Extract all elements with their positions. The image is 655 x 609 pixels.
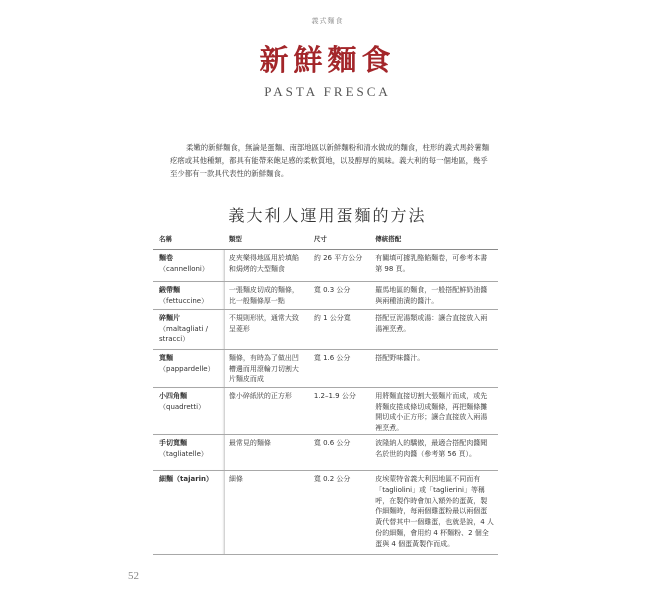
cell-type: 像小碎紙狀的正方形 [225, 387, 310, 434]
cell-name [153, 434, 225, 470]
cell-pairing: 搭配豆泥湯類或湯：讓合直接放入兩湯裡烹煮。 [371, 309, 498, 349]
cell-name [153, 349, 225, 387]
pasta-name-it: （pappardelle） [159, 364, 215, 373]
cell-size: 寬 1.6 公分 [310, 349, 371, 387]
cell-type: 細條 [225, 470, 310, 554]
page-number: 52 [128, 570, 139, 582]
cell-type: 不規則形狀，通常大致呈菱形 [225, 309, 310, 349]
cell-pairing: 有關填可據乳酪餡麵卷，可參考本書第 98 頁。 [371, 249, 498, 281]
cell-size: 1.2–1.9 公分 [310, 387, 371, 434]
table-row [153, 309, 498, 349]
cell-pairing: 皮埃蒙特省義大利因地區不同而有「tagliolini」或「taglierini」等稱呼，在製作時會加入額外的蛋黃，製作細麵時，每兩個雞蛋粉最以兩個蛋黃代替其中一個雞蛋，也就是說，4 人份的細麵，會用約 4 杯麵粉、2 個全蛋與 4 個蛋黃製作而成。 [371, 470, 498, 554]
cell-type: 一張麵皮切成的麵條，比一般麵條厚一點 [225, 281, 310, 309]
cell-size: 寬 0.6 公分 [310, 434, 371, 470]
pasta-methods-table [153, 231, 498, 555]
pasta-name-zh: 小四角麵 [159, 391, 187, 400]
intro-paragraph [170, 141, 490, 180]
section-title: 義大利人運用蛋麵的方法 [228, 206, 427, 225]
pasta-name-it: （tagliatelle） [159, 449, 208, 458]
table-row [153, 434, 498, 470]
cell-type: 皮夾樂得地區用於填餡和焗烤的大型麵食 [225, 249, 310, 281]
cell-name [153, 281, 225, 309]
running-header: 義式麵食 [311, 17, 344, 25]
cell-size: 寬 0.3 公分 [310, 281, 371, 309]
cell-name [153, 309, 225, 349]
pasta-name-zh: 麵卷 [159, 253, 173, 262]
header-type: 類型 [225, 231, 310, 249]
cell-size: 約 1 公分寬 [310, 309, 371, 349]
table-row [153, 349, 498, 387]
intro-text: 柔嫩的新鮮麵食，無論是蛋麵、南部地區以新鮮麵粉和清水做成的麵食，柱形的義式馬鈴薯麵疙瘩或其他種類，都具有能帶來飽足感的柔軟質地，以及醇厚的風味。義大利的每一個地區，幾乎至少都有一款具代表性的新鮮麵食。 [170, 143, 490, 178]
cell-size: 寬 0.2 公分 [310, 470, 371, 554]
header-size: 尺寸 [310, 231, 371, 249]
pasta-name-zh: 細麵（tajarin） [159, 474, 214, 483]
pasta-name-zh: 寬麵 [159, 353, 173, 362]
pasta-name-zh: 手切寬麵 [159, 438, 187, 447]
pasta-name-zh: 緞帶麵 [159, 285, 180, 294]
pasta-name-it: （quadretti） [159, 402, 206, 411]
pasta-name-it: （cannelloni） [159, 264, 209, 273]
table-row [153, 387, 498, 434]
cell-name [153, 249, 225, 281]
page-title: 新鮮麵食 [259, 43, 396, 77]
pasta-name-it: （maltagliati / stracci） [159, 324, 208, 344]
cell-name [153, 470, 225, 554]
table-row [153, 470, 498, 554]
table-row [153, 281, 498, 309]
cell-type: 最常見的麵條 [225, 434, 310, 470]
cell-pairing: 羅馬地區的麵食，一般搭配鮮奶油醬與兩種油漬的醬汁。 [371, 281, 498, 309]
pasta-name-zh: 碎麵片 [159, 313, 180, 322]
cell-name [153, 387, 225, 434]
cell-size: 約 26 平方公分 [310, 249, 371, 281]
pasta-name-it: （fettuccine） [159, 296, 209, 305]
cell-pairing: 波隆納人的驕傲，最適合搭配肉醬聞名於世的肉醬（參考第 56 頁）。 [371, 434, 498, 470]
page-subtitle: PASTA FRESCA [264, 84, 391, 99]
cell-pairing: 用將麵直接切割大張麵片而成，或先將麵皮捲成條切成麵條，再把麵條攤開切成小正方形；讓合直接放入兩湯裡烹煮。 [371, 387, 498, 434]
header-name: 名稱 [153, 231, 225, 249]
table-header-row [153, 231, 498, 249]
header-pairing: 傳統搭配 [371, 231, 498, 249]
cell-pairing: 搭配野味醬汁。 [371, 349, 498, 387]
cell-type: 麵條，有時為了做出凹槽邊而用滾輪刀切割大片麵皮而成 [225, 349, 310, 387]
table-row [153, 249, 498, 281]
